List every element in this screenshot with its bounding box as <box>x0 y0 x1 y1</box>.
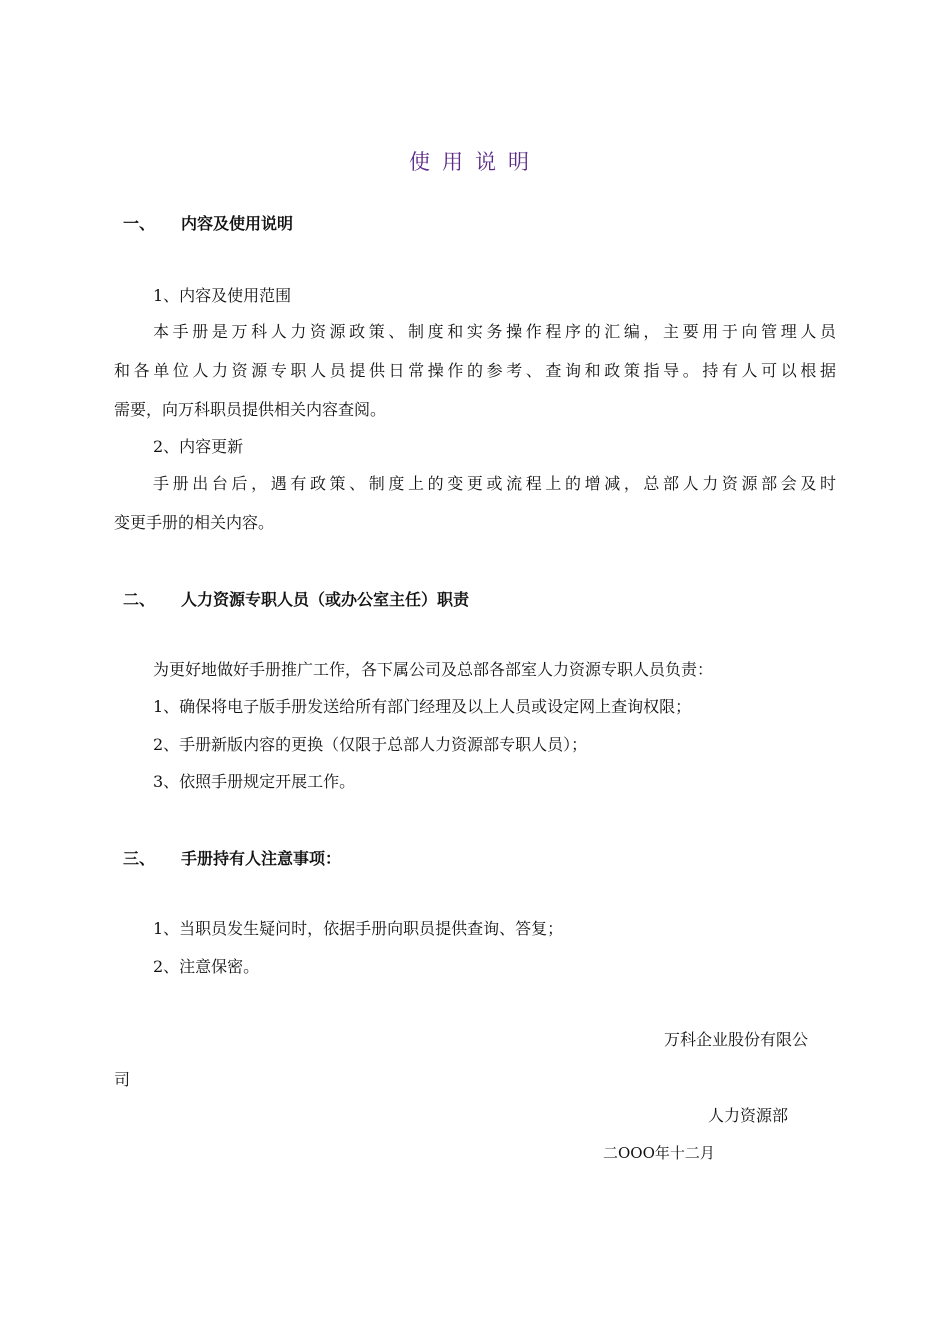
section-3-line-1: 1、当职员发生疑问时，依据手册向职员提供查询、答复； <box>153 919 564 938</box>
section-1-heading <box>123 211 293 234</box>
signature-date: 二OOO年十二月 <box>603 1144 715 1162</box>
page-title: 使用说明 <box>409 150 541 174</box>
section-2-number: 二、 <box>123 590 156 609</box>
section-1-line-5: 2、内容更新 <box>153 437 244 456</box>
section-1-line-2: 本手册是万科人力资源政策、制度和实务操作程序的汇编，主要用于向管理人员 <box>153 322 836 341</box>
section-3-title: 手册持有人注意事项： <box>181 849 342 868</box>
section-2-heading <box>123 587 469 610</box>
section-2-line-2: 1、确保将电子版手册发送给所有部门经理及以上人员或设定网上查询权限； <box>153 697 692 716</box>
section-1-line-7: 变更手册的相关内容。 <box>114 513 275 532</box>
section-1-number: 一、 <box>123 214 156 233</box>
section-1-title: 内容及使用说明 <box>181 214 294 233</box>
section-1-line-3: 和各单位人力资源专职人员提供日常操作的参考、查询和政策指导。持有人可以根据 <box>114 361 836 380</box>
section-1-line-1: 1、内容及使用范围 <box>153 286 292 305</box>
section-2-line-3: 2、手册新版内容的更换（仅限于总部人力资源部专职人员）； <box>153 735 588 754</box>
section-3-number: 三、 <box>123 849 156 868</box>
section-2-line-4: 3、依照手册规定开展工作。 <box>153 772 356 791</box>
section-3-heading <box>123 846 341 869</box>
signature-company-line-2: 司 <box>114 1070 131 1089</box>
section-1-line-4: 需要，向万科职员提供相关内容查阅。 <box>114 400 387 419</box>
signature-company-line-1: 万科企业股份有限公 <box>664 1030 809 1049</box>
section-1-line-6: 手册出台后，遇有政策、制度上的变更或流程上的增减，总部人力资源部会及时 <box>153 474 836 493</box>
signature-department: 人力资源部 <box>708 1106 789 1125</box>
section-2-line-1: 为更好地做好手册推广工作，各下属公司及总部各部室人力资源专职人员负责： <box>153 660 714 679</box>
section-3-line-2: 2、注意保密。 <box>153 957 260 976</box>
section-2-title: 人力资源专职人员（或办公室主任）职责 <box>181 590 470 609</box>
